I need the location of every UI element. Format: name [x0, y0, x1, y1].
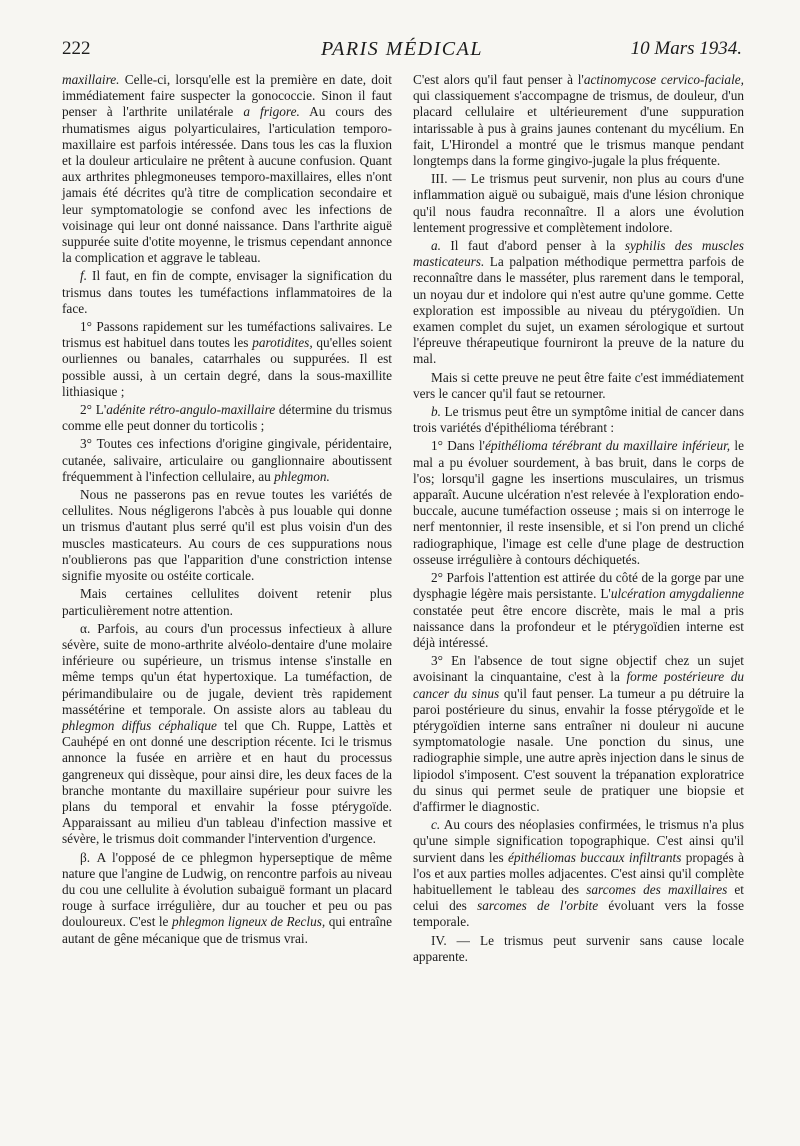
text-run: 2° Parfois l'attention est attirée du côté de la gorge par une dysphagie légère mais persistante. L': [413, 570, 744, 602]
text-run: qu'il faut penser. La tumeur a pu détruire la paroi postérieure du sinus, envahir la fosse ptérygoïde et le ptérygoïdien interne sans entraîner ni douleur ni aucune symptomatologie nasale. Une ponction du sinus, une radiographie simple, une autre après injection dans le sinus de lipiodol s'imposent. C'est souvent la trépanation exploratrice du sinus qui permet seule de pratiquer une biopsie et d'affirmer le diagnostic.: [413, 685, 745, 814]
text-run: Au cours des rhumatismes aigus polyarticulaires, l'articulation temporo-maxillaire est parfois intéressée. Dans tous les cas la fluxion et la douleur articulaire ne prêtent à aucune confusion. Quant aux arthrites phlegmoneuses temporo-maxillaires, elles n'ont jamais été décrites qu'à titre de complication secondaire et leur symptomatologie se confond avec les infections de voisinage qui leur ont donné naissance. Dans l'arthrite aiguë suppurée suite d'otite moyenne, le trismus cependant annonce la complication et aggrave le tableau.: [62, 104, 392, 266]
paragraph: [62, 850, 392, 947]
text-run: Au cours des néoplasies confirmées, le trismus n'a plus qu'une simple signification topographique. C'est ainsi qu'il survient dans les: [413, 817, 744, 865]
text-run: Le trismus peut être un symptôme initial de cancer dans trois variétés d'épithélioma térébrant :: [413, 404, 744, 436]
italic-run: phlegmon ligneux de Reclus,: [171, 914, 326, 930]
text-run: 3° En l'absence de tout signe objectif chez un sujet avoisinant la cinquantaine, c'est à la: [413, 653, 744, 685]
italic-run: c.: [431, 817, 441, 833]
text-run: propagés à l'os et aux parties molles adjacentes. C'est ainsi qu'il complète habituellement le tableau des: [413, 849, 744, 897]
text-run: le mal a pu évoluer sourdement, à bas bruit, dans le corps de l'os; lorsqu'il gagne les insertions musculaires, un trismus apparaît. Aucune ulcération n'est relevée à l'exploration endo-buccale, aucune tuméfaction osseuse ; mais si on interroge le nerf mentonnier, il reste insensible, et si l'on prend un cliché radiographique, l'image est celle d'une plage de destruction osseuse irrégulière à contours déchiquetés.: [413, 438, 744, 567]
text-run: tel que Ch. Ruppe, Lattès et Cauhépé en ont donné une description récente. Ici le trismus annonce la fusée en arrière et en haut du processus gangreneux qui dissèque, pour ainsi dire, les deux faces de la branche montante du maxillaire supérieur pour suivre les plans du temporal et envahir la fosse ptérygoïde. Apparaissant au milieu d'un tableau d'infection massive et sévère, le trismus doit commander l'intervention d'urgence.: [62, 717, 392, 847]
paragraph: [413, 438, 744, 568]
text-run: β. A l'opposé de ce phlegmon hyperseptique de même nature que l'angine de Ludwig, on rencontre parfois au niveau du cou une cellulite à évolution subaiguë formant un placard rouge à surface irrégulière, dur au toucher et peu ou pas douloureux. C'est le: [62, 849, 392, 930]
text-run: et celui des: [413, 881, 745, 914]
paragraph: [62, 621, 392, 848]
paragraph: [413, 933, 744, 965]
text-run: détermine du trismus comme elle peut donner du torticolis ;: [62, 402, 392, 434]
italic-run: phlegmon.: [274, 468, 330, 484]
text-run: C'est alors qu'il faut penser à l': [413, 72, 584, 87]
italic-run: maxillaire.: [62, 72, 120, 87]
italic-run: f.: [80, 268, 88, 284]
italic-run: forme postérieure du cancer du sinus: [413, 669, 744, 701]
text-run: 1° Dans l': [431, 438, 485, 454]
italic-run: a.: [431, 238, 441, 254]
text-run: Mais si cette preuve ne peut être faite c'est immédiatement vers le cancer qu'il faut se retourner.: [413, 369, 744, 401]
italic-run: adénite rétro-angulo-maxillaire: [106, 402, 276, 418]
text-run: La palpation méthodique permettra parfois de reconnaître dans le masséter, plus rarement dans le temporal, un noyau dur et indolore qui n'est autre qu'une gomme. Cette exploration est impossible au niveau du ptérygoïdien. Un examen complet du sujet, un examen sérologique et surtout l'épreuve thérapeutique fourniront la preuve de la nature du mal.: [413, 254, 744, 367]
paragraph: [62, 72, 392, 266]
page-number: 222: [62, 38, 91, 59]
paragraph: [62, 319, 392, 400]
text-run: III. — Le trismus peut survenir, non plus au cours d'une inflammation aiguë ou subaiguë, mais d'une lésion chronique qu'il nous faudra reconnaître. Il a alors une évolution lentement progressive et complètement indolore.: [413, 171, 744, 235]
paragraph: [413, 404, 744, 436]
left-column: [62, 72, 392, 949]
italic-run: épithélioma térébrant du maxillaire inférieur,: [484, 438, 731, 454]
italic-run: phlegmon diffus céphalique: [62, 717, 217, 733]
italic-run: parotidites,: [252, 335, 313, 351]
italic-run: syphilis des muscles masticateurs.: [413, 238, 744, 270]
text-run: 3° Toutes ces infections d'origine gingivale, péridentaire, cutanée, salivaire, articulaire ou ganglionnaire aboutissent fréquemment à l'infection cellulaire, au: [62, 436, 392, 484]
paragraph: [62, 586, 392, 618]
italic-run: sarcomes de l'orbite: [477, 898, 599, 914]
text-run: IV. — Le trismus peut survenir sans cause locale apparente.: [413, 932, 744, 964]
italic-run: a frigore.: [243, 104, 300, 120]
paragraph: [413, 653, 744, 815]
paragraph: [413, 171, 744, 236]
paragraph: [62, 436, 392, 485]
text-run: qui entraîne autant de gêne mécanique que de trismus vrai.: [62, 914, 392, 946]
italic-run: épithéliomas buccaux infiltrants: [508, 849, 682, 865]
text-run: Mais certaines cellulites doivent retenir plus particulièrement notre attention.: [62, 586, 392, 618]
paragraph: [413, 370, 744, 402]
text-run: α. Parfois, au cours d'un processus infectieux à allure sévère, suite de mono-arthrite alvéolo-dentaire d'une molaire inférieure ou supérieure, un trismus intense s'installe en même temps qu'un état hypertoxique. La tuméfaction, de périmandibulaire ou de jugale, devient très rapidement massétérine et temporale. On assiste alors au tableau du: [62, 620, 392, 717]
paragraph: [62, 402, 392, 434]
italic-run: sarcomes des maxillaires: [586, 881, 728, 897]
text-run: Il faut d'abord penser à la: [440, 238, 625, 254]
paragraph: [413, 72, 744, 169]
paragraph: [413, 817, 744, 930]
paragraph: [62, 268, 392, 317]
paragraph: [413, 570, 744, 651]
text-run: 1° Passons rapidement sur les tuméfactions salivaires. Le trismus est habituel dans toutes les: [62, 319, 392, 351]
paragraph: [413, 238, 744, 368]
text-run: qui classiquement s'accompagne de trismus, de douleur, d'un placard cellulaire et ultérieurement d'une suppuration intarissable à pus à grains jaunes contenant du mycélium. En fait, L'Hirondel a montré que le trismus manque pendant longtemps dans la forme gingivo-jugale la plus fréquente.: [413, 88, 744, 169]
running-header: [62, 38, 742, 68]
text-run: qu'elles soient ourliennes ou banales, catarrhales ou suppurées. Il est possible aussi, à un certain degré, dans la sous-maxillite lithiasique ;: [62, 335, 392, 399]
italic-run: actinomycose cervico-faciale,: [583, 72, 744, 87]
journal-title: PARIS MÉDICAL: [321, 38, 483, 60]
text-run: Celle-ci, lorsqu'elle est la première en date, doit immédiatement faire suspecter la gonococcie. Sinon il faut penser à l'arthrite unilatérale: [62, 72, 392, 120]
issue-date: 10 Mars 1934.: [630, 38, 742, 59]
text-run: 2° L': [80, 402, 107, 418]
text-run: constatée peut être encore discrète, mais le mal a pris naissance dans la profondeur et le ptérygoïdien interne est déjà intéressé.: [413, 602, 744, 650]
right-column: [413, 72, 744, 967]
paragraph: [62, 487, 392, 584]
text-run: évoluant vers la fosse temporale.: [413, 898, 744, 930]
italic-run: ulcération amygdalienne: [610, 586, 744, 602]
text-run: Il faut, en fin de compte, envisager la signification du trismus dans toutes les tuméfactions inflammatoires de la face.: [62, 268, 392, 316]
italic-run: b.: [431, 404, 441, 420]
text-run: Nous ne passerons pas en revue toutes les variétés de cellulites. Nous négligerons l'abcès à pus louable qui donne un trismus d'autant plus serré qu'il est plus voisin d'un des muscles masticateurs. Au cours de ces suppurations nous n'oublierons pas que l'apparition d'une constriction intense signifie myosite ou ostéite corticale.: [62, 487, 392, 584]
